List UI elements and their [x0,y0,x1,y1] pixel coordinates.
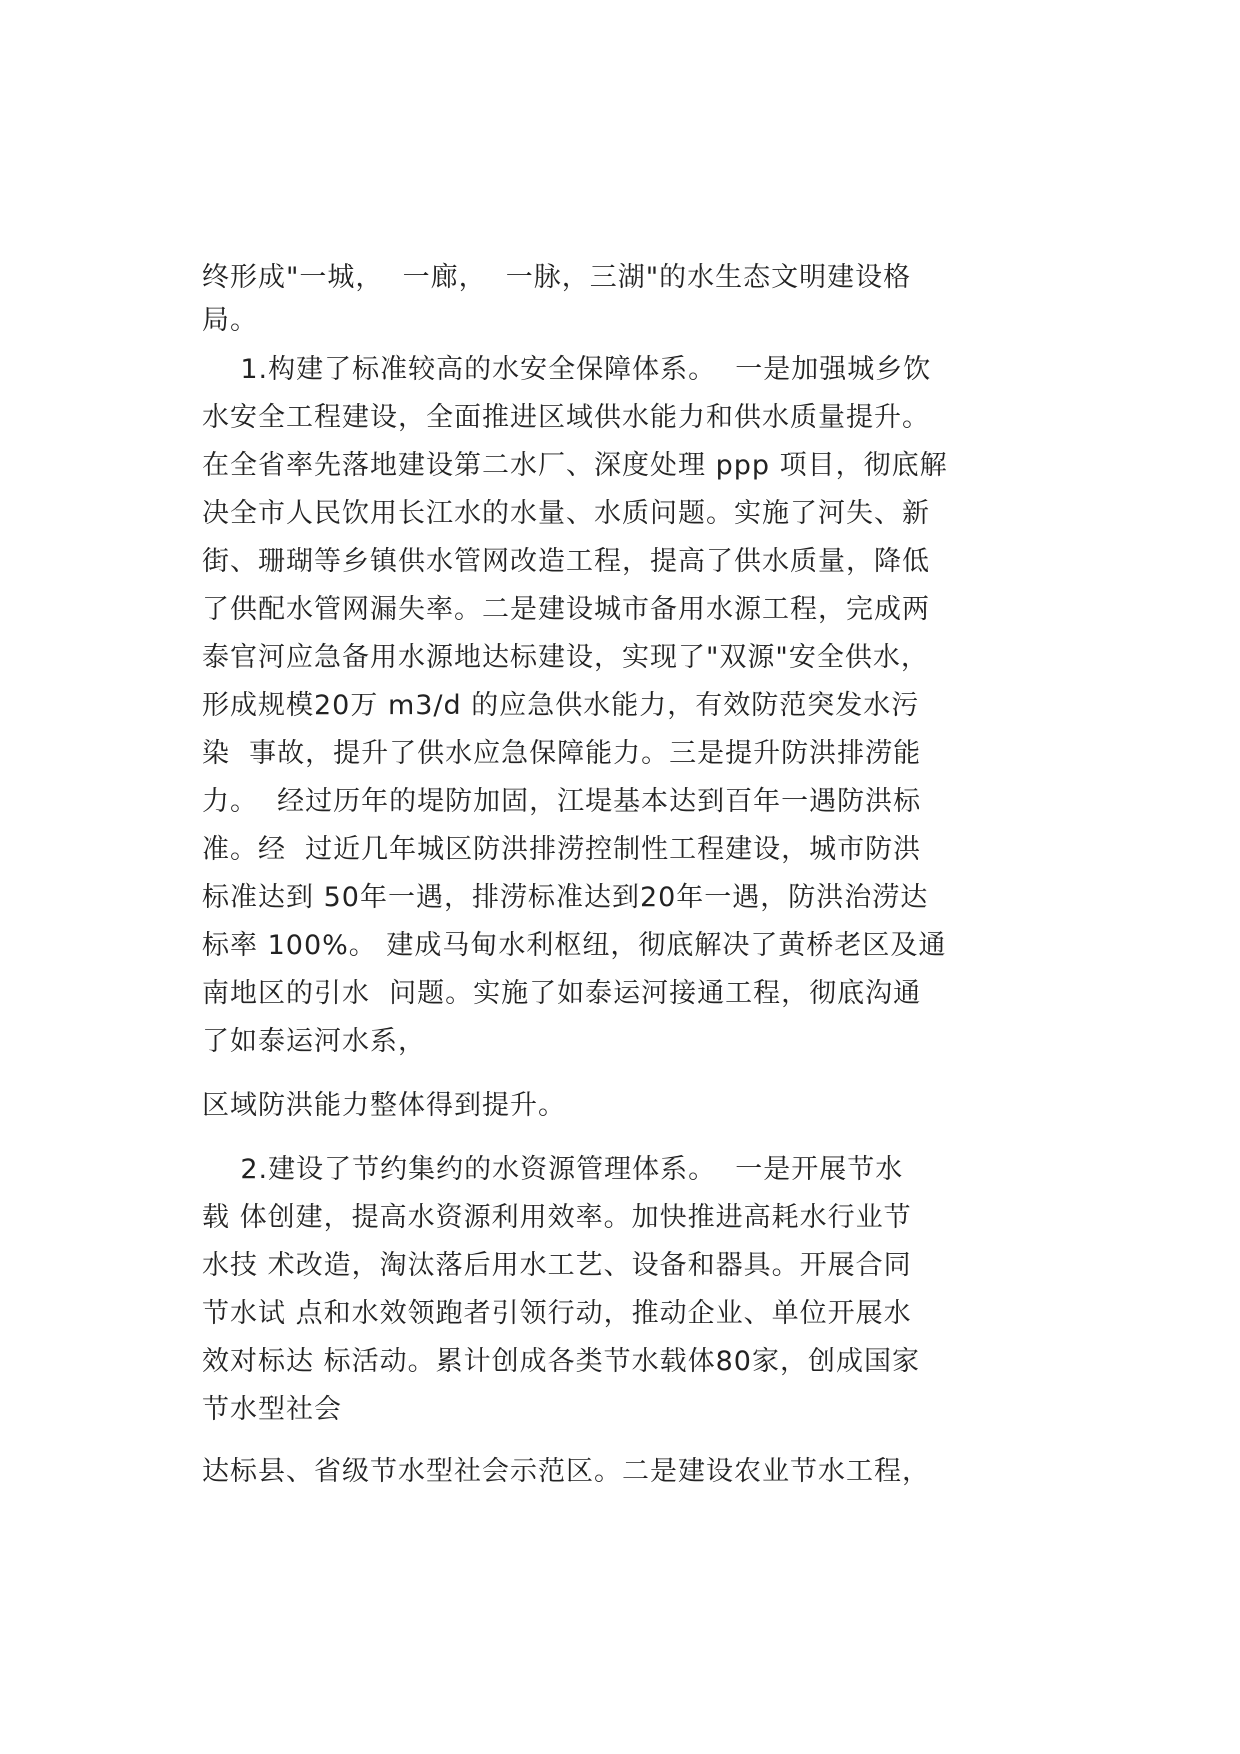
text-line: 效对标达 标活动。累计创成各类节水载体80家，创成国家 [202,1346,920,1377]
text-line: 染 事故，提升了供水应急保障能力。三是提升防洪排涝能 [202,738,922,769]
text-line: 1.构建了标准较高的水安全保障体系。 一是加强城乡饮 [202,354,932,385]
text-line: 标准达到 50年一遇，排涝标准达到20年一遇，防洪治涝达 [202,882,929,913]
text-line: 准。经 过近几年城区防洪排涝控制性工程建设，城市防洪 [202,834,922,865]
text-line: 水安全工程建设，全面推进区域供水能力和供水质量提升。 [202,402,930,433]
text-line: 了如泰运河水系， [202,1026,426,1057]
text-line: 局。 [202,305,258,336]
text-line: 节水型社会 [202,1394,342,1425]
text-line: 标率 100%。 建成马甸水利枢纽，彻底解决了黄桥老区及通 [202,930,947,961]
text-line: 2.建设了节约集约的水资源管理体系。 一是开展节水 [202,1154,904,1185]
text-line: 水技 术改造，淘汰落后用水工艺、设备和器具。开展合同 [202,1250,912,1281]
text-line: 节水试 点和水效领跑者引领行动，推动企业、单位开展水 [202,1298,912,1329]
text-line: 南地区的引水 问题。实施了如泰运河接通工程，彻底沟通 [202,978,922,1009]
text-line: 载 体创建，提高水资源利用效率。加快推进高耗水行业节 [202,1202,912,1233]
text-line: 形成规模20万 m3/d 的应急供水能力，有效防范突发水污 [202,690,920,721]
text-line: 了供配水管网漏失率。二是建设城市备用水源工程，完成两 [202,594,930,625]
text-line: 达标县、省级节水型社会示范区。二是建设农业节水工程， [202,1456,930,1487]
text-line: 力。 经过历年的堤防加固，江堤基本达到百年一遇防洪标 [202,786,922,817]
text-line: 终形成"一城， 一廊， 一脉，三湖"的水生态文明建设格 [202,262,912,293]
text-line: 区域防洪能力整体得到提升。 [202,1090,566,1121]
text-line: 街、珊瑚等乡镇供水管网改造工程，提高了供水质量，降低 [202,546,930,577]
text-line: 决全市人民饮用长江水的水量、水质问题。实施了河失、新 [202,498,930,529]
text-line: 在全省率先落地建设第二水厂、深度处理 ppp 项目，彻底解 [202,450,948,481]
text-line: 泰官河应急备用水源地达标建设，实现了"双源"安全供水， [202,642,929,673]
